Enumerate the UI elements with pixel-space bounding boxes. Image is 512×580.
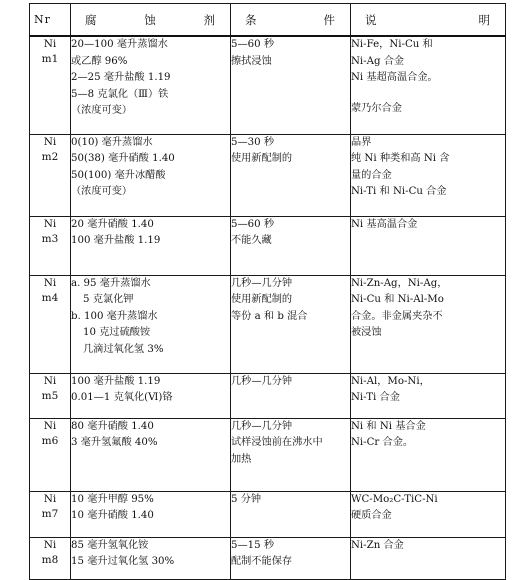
row-number: Ni m8 (30, 537, 71, 579)
etchant-cell: 85 毫升氢氧化铵 15 毫升过氧化氢 30% (71, 537, 231, 579)
etchant-cell: 0(10) 毫升蒸馏水 50(38) 毫升硝酸 1.40 50(100) 毫升冰醋酸 （浓度可变） (71, 134, 231, 216)
etchant-cell: 80 毫升硝酸 1.40 3 毫升氢氟酸 40% (71, 418, 231, 491)
row-number: Ni m6 (30, 418, 71, 491)
table-row (30, 491, 506, 537)
condition-cell: 5—15 秒 配制不能保存 (231, 537, 351, 579)
description-cell: Ni-Fe，Ni-Cu 和 Ni-Ag 合金 Ni 基超高温合金。 蒙乃尔合金 (351, 36, 506, 134)
etchant-cell: 20—100 毫升蒸馏水 或乙醇 96% 2—25 毫升盐酸 1.19 5—8 克氯化（Ⅲ）铁 （浓度可变） (71, 36, 231, 134)
condition-cell: 5 分钟 (231, 491, 351, 537)
row-number: Ni m7 (30, 491, 71, 537)
table-row (30, 216, 506, 275)
row-number: Ni m1 (30, 36, 71, 134)
row-number: Ni m4 (30, 275, 71, 373)
table-row (30, 418, 506, 491)
etchant-table (29, 3, 506, 580)
etchant-cell: 10 毫升甲醇 95% 10 毫升硝酸 1.40 (71, 491, 231, 537)
condition-cell: 5—30 秒 使用新配制的 (231, 134, 351, 216)
condition-cell: 5—60 秒 不能久藏 (231, 216, 351, 275)
table-row (30, 537, 506, 579)
header-etchant: 腐 蚀 剂 (71, 4, 231, 37)
table-row (30, 134, 506, 216)
table-header (30, 4, 506, 37)
etchant-cell: 100 毫升盐酸 1.19 0.01—1 克氧化(Ⅵ)铬 (71, 373, 231, 418)
row-number: Ni m5 (30, 373, 71, 418)
header-description: 说 明 (351, 4, 506, 37)
description-cell: Ni-Al，Mo-Ni， Ni-Ti 合金 (351, 373, 506, 418)
condition-cell: 几秒—几分钟 试样浸蚀前在沸水中 加热 (231, 418, 351, 491)
header-no: Nr (30, 4, 71, 37)
condition-cell: 几秒—几分钟 (231, 373, 351, 418)
description-cell: Ni-Zn 合金 (351, 537, 506, 579)
table-row (30, 36, 506, 134)
description-cell: Ni-Zn-Ag，Ni-Ag， Ni-Cu 和 Ni-Al-Mo 合金。非金属夹杂不 被浸蚀 (351, 275, 506, 373)
description-cell: 晶界 纯 Ni 种类和高 Ni 含 量的合金 Ni-Ti 和 Ni-Cu 合金 (351, 134, 506, 216)
row-number: Ni m3 (30, 216, 71, 275)
description-cell: Ni 和 Ni 基合金 Ni-Cr 合金。 (351, 418, 506, 491)
description-cell: WC-Mo₂C-TiC-Ni 硬质合金 (351, 491, 506, 537)
header-condition: 条 件 (231, 4, 351, 37)
table-row (30, 275, 506, 373)
condition-cell: 几秒—几分钟 使用新配制的 等份 a 和 b 混合 (231, 275, 351, 373)
etchant-cell: a. 95 毫升蒸馏水 5 克氯化钾 b. 100 毫升蒸馏水 10 克过硫酸铵 几滴过氧化氢 3% (71, 275, 231, 373)
description-cell: Ni 基高温合金 (351, 216, 506, 275)
etchant-cell: 20 毫升硝酸 1.40 100 毫升盐酸 1.19 (71, 216, 231, 275)
row-number: Ni m2 (30, 134, 71, 216)
condition-cell: 5—60 秒 擦拭浸蚀 (231, 36, 351, 134)
table-row (30, 373, 506, 418)
